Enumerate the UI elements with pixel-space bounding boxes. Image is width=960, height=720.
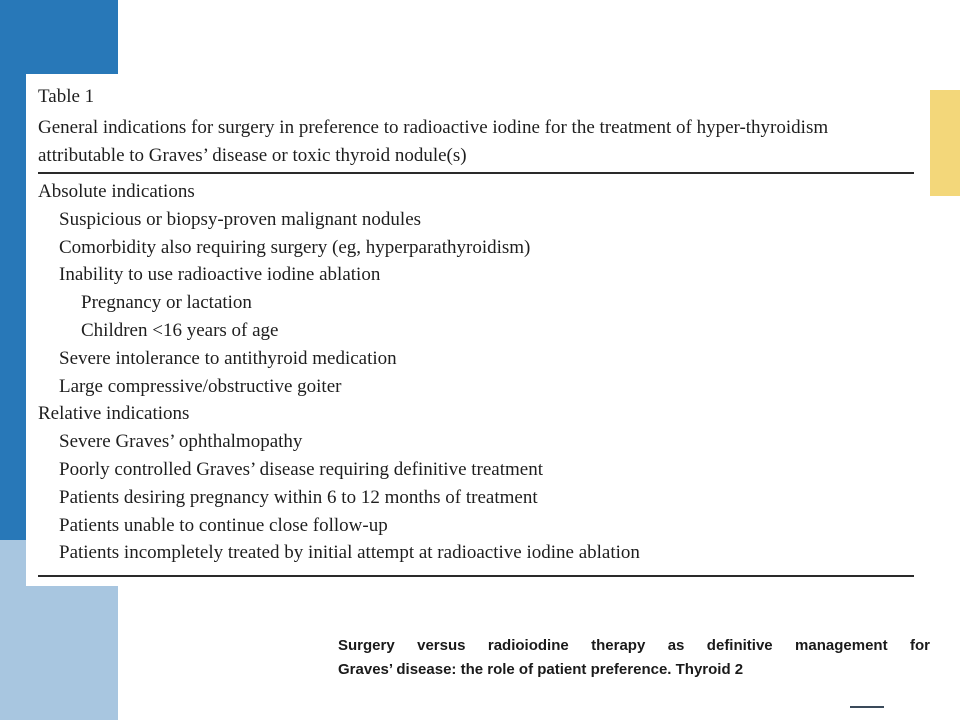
table-row: Patients desiring pregnancy within 6 to 12 months of treatment bbox=[59, 486, 538, 508]
table-bottom-rule bbox=[38, 575, 914, 577]
table-figure bbox=[26, 74, 928, 586]
table-row: Large compressive/obstructive goiter bbox=[59, 375, 342, 397]
citation-line-2: Graves’ disease: the role of patient preference. Thyroid 2 bbox=[338, 661, 744, 678]
citation-line-1: Surgery versus radioiodine therapy as definitive management for bbox=[338, 637, 930, 654]
table-row: Poorly controlled Graves’ disease requiring definitive treatment bbox=[59, 458, 543, 480]
table-label: Table 1 bbox=[38, 86, 95, 107]
decorative-stub-line bbox=[850, 706, 884, 708]
source-citation bbox=[338, 634, 930, 682]
table-row: Patients unable to continue close follow-up bbox=[59, 514, 388, 536]
table-top-rule bbox=[38, 172, 914, 174]
table-row: Pregnancy or lactation bbox=[81, 292, 252, 314]
table-caption: General indications for surgery in preference to radioactive iodine for the treatment of hyper-thyroidism attributable to Graves’ disease or toxic thyroid nodule(s) bbox=[38, 117, 829, 166]
table-row: Severe Graves’ ophthalmopathy bbox=[59, 431, 303, 453]
cropped-footnote-remnant bbox=[66, 579, 916, 586]
table-row: Severe intolerance to antithyroid medication bbox=[59, 347, 397, 369]
table-section-heading: Relative indications bbox=[38, 403, 190, 425]
right-yellow-accent bbox=[930, 90, 960, 196]
table-row: Inability to use radioactive iodine ablation bbox=[59, 264, 381, 286]
table-section-heading: Absolute indications bbox=[38, 181, 195, 202]
table-row: Suspicious or biopsy-proven malignant nodules bbox=[59, 208, 422, 230]
table-row: Comorbidity also requiring surgery (eg, hyperparathyroidism) bbox=[59, 236, 531, 258]
table-row: Patients incompletely treated by initial attempt at radioactive iodine ablation bbox=[59, 542, 640, 564]
table-rows bbox=[38, 178, 918, 567]
table-row: Children <16 years of age bbox=[81, 319, 279, 341]
